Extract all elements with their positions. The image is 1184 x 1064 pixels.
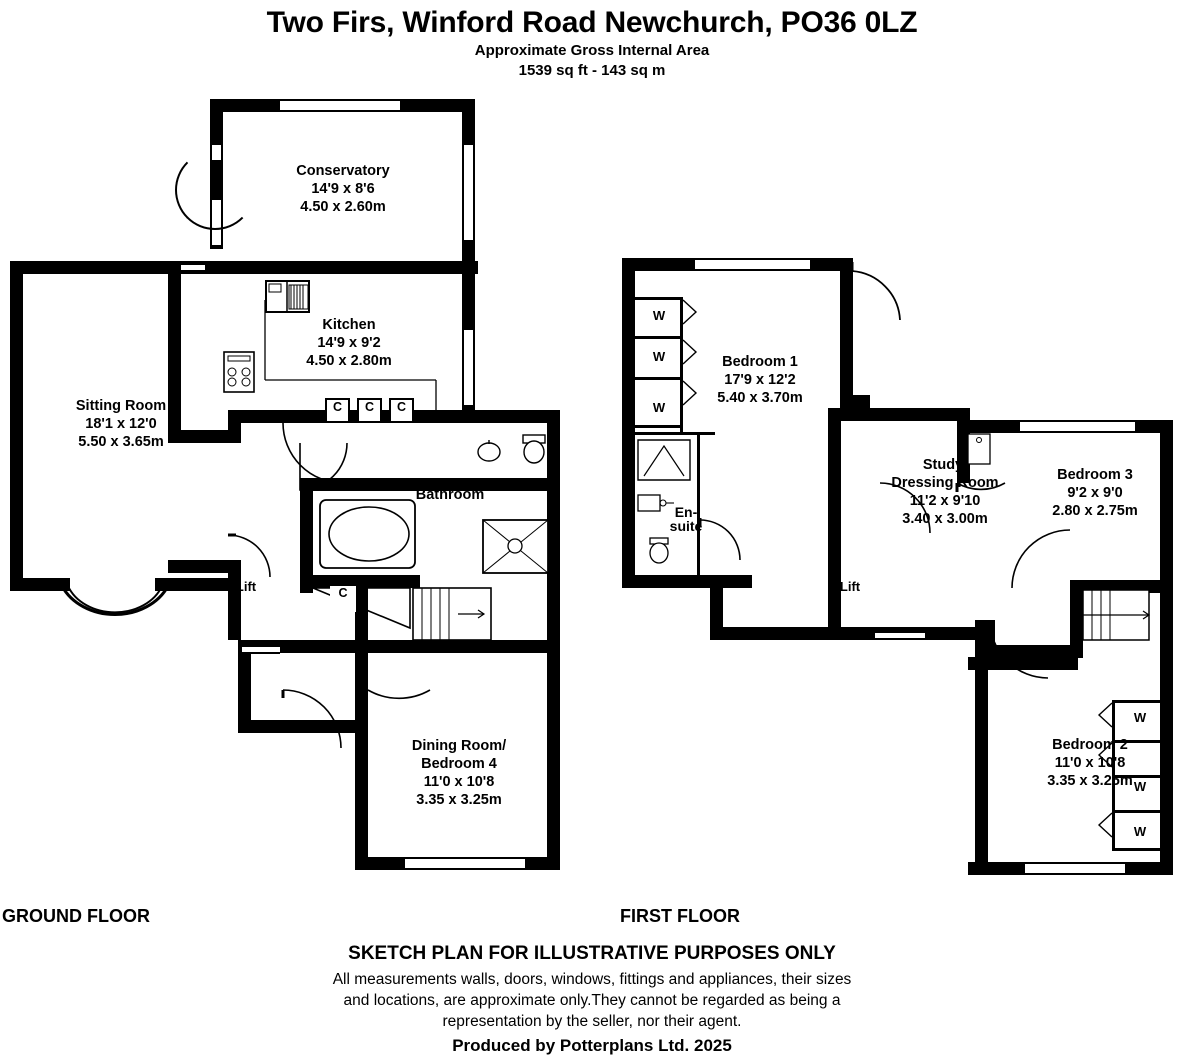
cupboard-label: C bbox=[364, 400, 375, 414]
ground-floor-caption: GROUND FLOOR bbox=[2, 906, 150, 926]
room-dims-imperial: 14'9 x 8'6 bbox=[311, 181, 375, 197]
room-name-alt: suite bbox=[669, 518, 703, 534]
wardrobe-label: W bbox=[652, 308, 666, 323]
lift-text: Lift bbox=[235, 579, 257, 594]
room-dims-metric: 3.35 x 3.25m bbox=[1047, 773, 1133, 789]
room-name: Bedroom 3 bbox=[1057, 467, 1133, 483]
room-name: Bathroom bbox=[415, 487, 485, 503]
disclaimer-line-3: representation by the seller, nor their agent. bbox=[442, 1013, 742, 1030]
room-name: Conservatory bbox=[296, 163, 390, 179]
room-dims-metric: 2.80 x 2.75m bbox=[1052, 503, 1138, 519]
room-dims-metric: 3.40 x 3.00m bbox=[902, 511, 988, 527]
room-dims-imperial: 9'2 x 9'0 bbox=[1067, 485, 1123, 501]
room-name: Bedroom 1 bbox=[722, 354, 798, 370]
lift-label-ground bbox=[224, 580, 268, 594]
room-dims-metric: 4.50 x 2.80m bbox=[306, 353, 392, 369]
ground-floor-plan bbox=[0, 0, 600, 900]
room-label-bedroom-2 bbox=[1000, 736, 1180, 790]
room-dims-imperial: 11'0 x 10'8 bbox=[423, 774, 495, 790]
cupboard-tag-stairs bbox=[330, 586, 356, 612]
area-caption: Approximate Gross Internal Area bbox=[474, 42, 710, 59]
room-dims-metric: 5.50 x 3.65m bbox=[78, 434, 164, 450]
room-label-bathroom bbox=[355, 486, 545, 504]
wardrobe-label: W bbox=[1133, 779, 1147, 794]
room-label-sitting-room bbox=[26, 397, 216, 451]
area-value: 1539 sq ft - 143 sq m bbox=[518, 62, 666, 79]
room-dims-metric: 4.50 x 2.60m bbox=[300, 199, 386, 215]
room-dims-imperial: 14'9 x 9'2 bbox=[317, 335, 381, 351]
room-label-conservatory bbox=[243, 162, 443, 216]
room-label-bedroom-3 bbox=[1005, 466, 1184, 520]
room-dims-imperial: 11'2 x 9'10 bbox=[909, 493, 981, 509]
page-title: Two Firs, Winford Road Newchurch, PO36 0LZ bbox=[266, 6, 918, 39]
disclaimer-line-1: All measurements walls, doors, windows, fittings and appliances, their sizes bbox=[332, 971, 852, 988]
room-name: Kitchen bbox=[322, 317, 376, 333]
room-dims-imperial: 11'0 x 10'8 bbox=[1054, 755, 1126, 771]
first-floor-plan bbox=[600, 0, 1184, 900]
wardrobe-label: W bbox=[652, 349, 666, 364]
room-label-dining-room bbox=[364, 737, 554, 809]
room-name-alt: Bedroom 4 bbox=[421, 756, 497, 772]
first-floor-caption: FIRST FLOOR bbox=[620, 906, 740, 926]
room-label-bedroom-1 bbox=[660, 353, 860, 407]
lift-label-first bbox=[828, 580, 872, 594]
cupboard-tag bbox=[357, 398, 382, 423]
disclaimer-heading: SKETCH PLAN FOR ILLUSTRATIVE PURPOSES ONLY bbox=[348, 943, 836, 964]
room-name: Bedroom 2 bbox=[1052, 737, 1128, 753]
disclaimer-line-2: and locations, are approximate only.They cannot be regarded as being a bbox=[343, 992, 841, 1009]
room-dims-metric: 5.40 x 3.70m bbox=[717, 390, 803, 406]
cupboard-label: C bbox=[396, 400, 407, 414]
room-dims-imperial: 17'9 x 12'2 bbox=[724, 372, 796, 388]
producer-credit: Produced by Potterplans Ltd. 2025 bbox=[452, 1036, 732, 1055]
wardrobe-tag bbox=[1125, 825, 1155, 839]
room-name: En- bbox=[674, 504, 698, 520]
cupboard-tag bbox=[389, 398, 414, 423]
room-name: Study/ bbox=[922, 457, 968, 473]
room-label-kitchen bbox=[254, 316, 444, 370]
room-name-alt: Dressing Room bbox=[891, 475, 999, 491]
cupboard-label: C bbox=[338, 586, 348, 600]
room-name: Dining Room/ bbox=[411, 738, 507, 754]
wardrobe-label: W bbox=[1133, 710, 1147, 725]
cupboard-tag bbox=[325, 398, 350, 423]
room-dims-metric: 3.35 x 3.25m bbox=[416, 792, 502, 808]
lift-text: Lift bbox=[839, 579, 861, 594]
wardrobe-label: W bbox=[652, 400, 666, 415]
room-dims-imperial: 18'1 x 12'0 bbox=[85, 416, 157, 432]
wardrobe-tag bbox=[1125, 711, 1155, 725]
room-name: Sitting Room bbox=[75, 398, 167, 414]
cupboard-label: C bbox=[332, 400, 343, 414]
wardrobe-label: W bbox=[1133, 824, 1147, 839]
